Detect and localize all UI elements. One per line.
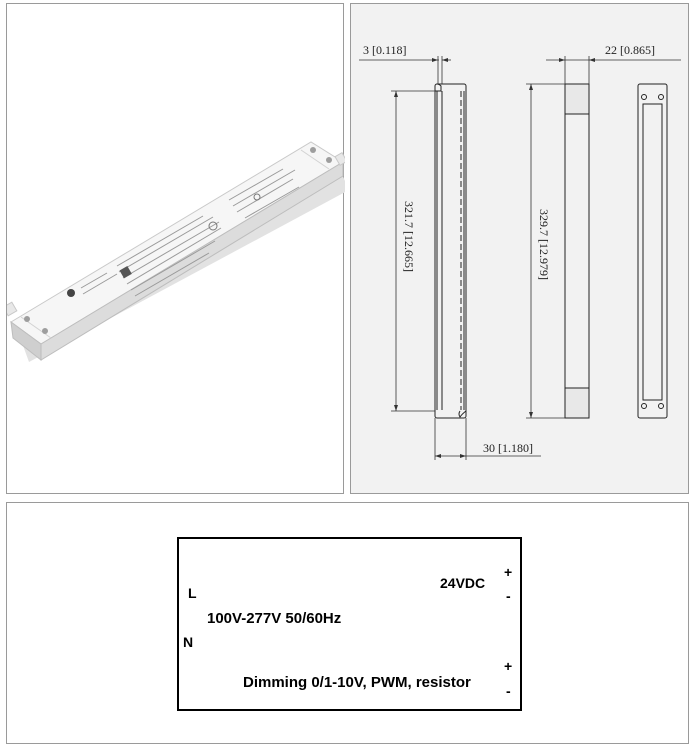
- screw-hole-icon: [42, 328, 48, 334]
- input-l-label: L: [188, 585, 197, 601]
- driver-top-face: [11, 142, 343, 344]
- dim-plus-label: +: [504, 658, 513, 674]
- output-minus-label: -: [506, 588, 511, 604]
- input-range-label: 100V-277V 50/60Hz: [207, 610, 342, 627]
- wiring-diagram-panel: [6, 502, 689, 744]
- dim-minus-label: -: [506, 683, 511, 699]
- dimension-drawing-panel: [350, 3, 689, 494]
- front-view-outline: [435, 84, 466, 418]
- back-view-outline: [638, 84, 667, 418]
- output-voltage-label: 24VDC: [440, 575, 486, 591]
- mounting-hole-icon: [642, 404, 647, 409]
- brand-logo-icon: [67, 289, 75, 297]
- mounting-hole-icon: [659, 95, 664, 100]
- dimension-drawing: [351, 4, 690, 495]
- screw-hole-icon: [310, 147, 316, 153]
- dimming-label: Dimming 0/1-10V, PWM, resistor: [243, 674, 471, 691]
- screw-hole-icon: [326, 157, 332, 163]
- dim-overall-length: 329.7 [12.979]: [537, 209, 551, 280]
- screw-hole-icon: [24, 316, 30, 322]
- dim-lead-width: 3 [0.118]: [363, 43, 407, 57]
- dim-width-side: 22 [0.865]: [605, 43, 655, 57]
- input-n-label: N: [183, 634, 194, 650]
- side-view-outline: [565, 84, 589, 418]
- mounting-hole-icon: [659, 404, 664, 409]
- led-driver-photo: [7, 4, 345, 495]
- dim-inner-length: 321.7 [12.665]: [402, 201, 416, 272]
- mounting-hole-icon: [642, 95, 647, 100]
- dim-width-front: 30 [1.180]: [483, 441, 533, 455]
- product-photo-panel: [6, 3, 344, 494]
- output-plus-label: +: [504, 564, 513, 580]
- driver-front-face: [41, 162, 343, 360]
